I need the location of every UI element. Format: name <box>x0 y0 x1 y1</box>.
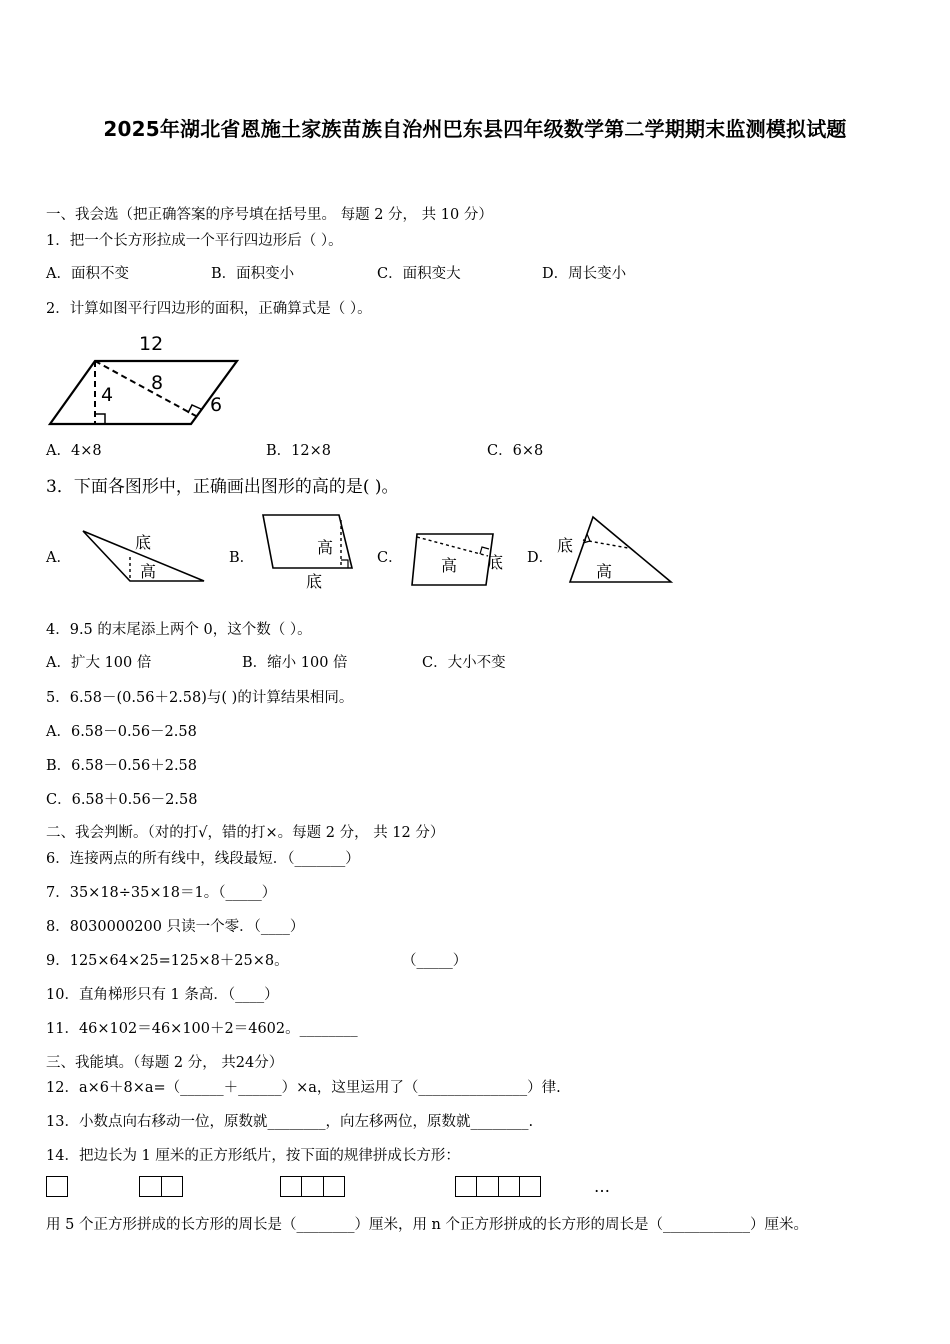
question-10: 10．直角梯形只有 1 条高．（____） <box>46 987 279 1003</box>
q3c-word-base: 底 <box>487 553 504 572</box>
q1-option-b: B．面积变小 <box>211 266 295 282</box>
question-2-stem: 2．计算如图平行四边形的面积，正确算式是（ ）。 <box>46 301 372 317</box>
page-title: 2025年湖北省恩施土家族苗族自治州巴东县四年级数学第二学期期末监测模拟试题 <box>103 117 847 141</box>
q1-option-a: A．面积不变 <box>46 266 129 282</box>
q3a-word-base: 底 <box>135 533 152 552</box>
q3b-word-base: 底 <box>306 572 323 591</box>
q3c-word-height: 高 <box>441 556 458 575</box>
q3d-triangle <box>570 517 671 582</box>
question-6: 6．连接两点的所有线中，线段最短．（_______） <box>46 851 360 867</box>
q4-option-b: B．缩小 100 倍 <box>242 655 348 671</box>
q3-option-b: B． <box>229 550 255 566</box>
right-angle-mark <box>95 414 105 424</box>
question-13: 13．小数点向右移动一位，原数就________，向左移两位，原数就________. <box>46 1114 534 1130</box>
q2-option-c: C．6×8 <box>487 443 544 459</box>
squares-3 <box>280 1176 345 1197</box>
section-2-heading: 二、我会判断。（对的打√，错的打×。每题 2 分， 共 12 分） <box>46 825 445 841</box>
section-1-heading: 一、我会选（把正确答案的序号填在括号里。 每题 2 分， 共 10 分） <box>46 207 493 223</box>
question-12: 12．a×6＋8×a=（______＋______）×a，这里运用了（_______________）律. <box>46 1080 561 1096</box>
q3d-word-base: 底 <box>557 536 574 555</box>
q3-option-a: A． <box>46 550 71 566</box>
q5-option-b: B．6.58－0.56＋2.58 <box>46 758 198 774</box>
squares-1 <box>46 1176 68 1197</box>
question-9-blank: （_____） <box>402 953 468 969</box>
q3-option-c: C． <box>377 550 403 566</box>
q3-option-d: D． <box>527 550 554 566</box>
q5-option-a: A．6.58－0.56－2.58 <box>46 724 197 740</box>
label-6: 6 <box>210 394 223 416</box>
question-3-stem: 3．下面各图形中，正确画出图形的高的是( )。 <box>46 477 399 497</box>
q5-option-c: C．6.58＋0.56－2.58 <box>46 792 198 808</box>
label-12: 12 <box>139 333 164 355</box>
q4-option-c: C．大小不变 <box>422 655 506 671</box>
section-3-heading: 三、我能填。（每题 2 分， 共24分） <box>46 1055 284 1071</box>
question-5-stem: 5．6.58－(0.56＋2.58)与( )的计算结果相同。 <box>46 690 354 706</box>
label-8: 8 <box>151 372 164 394</box>
question-1-stem: 1．把一个长方形拉成一个平行四边形后（ ）。 <box>46 233 343 249</box>
q4-option-a: A．扩大 100 倍 <box>46 655 152 671</box>
question-9: 9．125×64×25=125×8＋25×8。 <box>46 953 289 969</box>
q1-option-d: D．周长变小 <box>542 266 627 282</box>
question-8: 8．8030000200 只读一个零．（____） <box>46 919 305 935</box>
question-4-stem: 4．9.5 的末尾添上两个 0，这个数（ ）。 <box>46 622 312 638</box>
q3b-parallelogram <box>263 515 352 568</box>
q3d-word-height: 高 <box>596 562 613 581</box>
question-14-fill: 用 5 个正方形拼成的长方形的周长是（________）厘米，用 n 个正方形拼成的长方形的周长是（____________）厘米。 <box>46 1217 808 1233</box>
q2-option-a: A．4×8 <box>46 443 102 459</box>
q3a-word-height: 高 <box>140 562 157 581</box>
question-11: 11．46×102＝46×100＋2＝4602。________ <box>46 1021 358 1037</box>
q2-option-b: B．12×8 <box>266 443 331 459</box>
q3c-height <box>417 537 488 556</box>
parallelogram-shape <box>50 361 237 424</box>
label-4: 4 <box>101 384 114 406</box>
q1-option-c: C．面积变大 <box>377 266 461 282</box>
question-7: 7．35×18÷35×18＝1。（_____） <box>46 885 277 901</box>
question-14-stem: 14．把边长为 1 厘米的正方形纸片，按下面的规律拼成长方形： <box>46 1148 460 1164</box>
squares-ellipsis: … <box>594 1177 610 1196</box>
squares-4 <box>455 1176 541 1197</box>
q3b-word-height: 高 <box>317 538 334 557</box>
squares-2 <box>139 1176 183 1197</box>
